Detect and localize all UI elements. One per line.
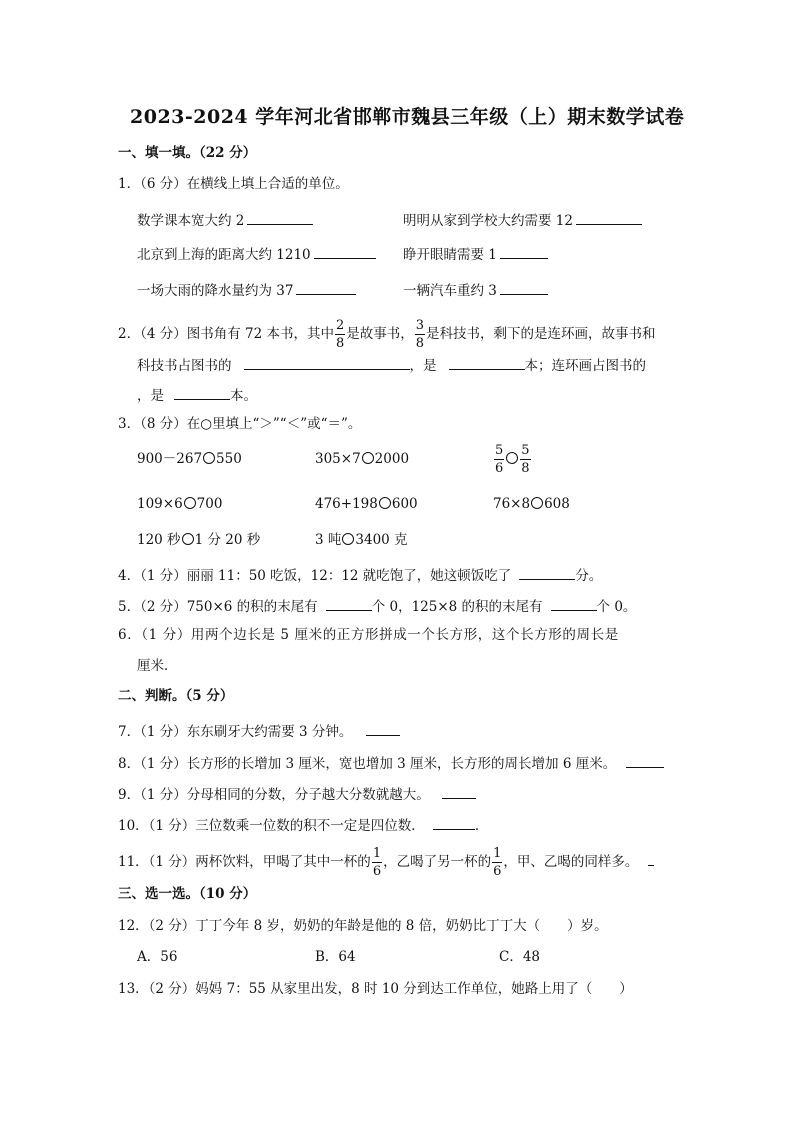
answer-blank[interactable] (648, 853, 654, 866)
question-10: 10．（1 分）三位数乘一位数的积不一定是四位数． ． (118, 818, 489, 834)
compare-circle[interactable] (379, 497, 391, 509)
answer-blank[interactable] (576, 212, 642, 225)
question-2-line-1: 2．（4 分）图书角有 72 本书，其中 $\frac{2}{8}$ 是故事书， $\frac{3}{8}$ 是科技书，剩下的是连环画，故事书和 (118, 318, 656, 351)
option-a[interactable]: A．56 (137, 949, 178, 965)
compare-item: 76×8 608 (493, 496, 570, 512)
answer-blank[interactable] (442, 786, 476, 799)
option-c[interactable]: C．48 (499, 949, 541, 965)
question-6-line-1: 6．（1 分）用两个边长是 5 厘米的正方形拼成一个长方形，这个长方形的周长是 (118, 627, 619, 643)
question-4: 4．（1 分）丽丽 11：50 吃饭，12：12 就吃饱了，她这顿饭吃了 分。 (118, 568, 603, 584)
compare-item: 3 吨 3400 克 (315, 532, 408, 548)
question-1-item-c: 北京到上海的距离大约 1210 (137, 246, 376, 263)
compare-circle[interactable] (531, 497, 543, 509)
fraction: $\frac{3}{8}$ (415, 318, 425, 351)
answer-blank[interactable] (500, 246, 548, 259)
question-1-item-e: 一场大雨的降水量约为 37 (137, 282, 356, 299)
compare-circle[interactable] (203, 452, 215, 464)
answer-blank[interactable] (314, 246, 376, 259)
answer-blank[interactable] (449, 357, 525, 370)
question-9: 9．（1 分）分母相同的分数，分子越大分数就越大。 (118, 786, 476, 803)
answer-blank[interactable] (433, 817, 475, 830)
compare-item: 305×7 2000 (315, 451, 410, 467)
question-1-item-b: 明明从家到学校大约需要 12 (403, 212, 642, 229)
question-1-stem: 1．（6 分）在横线上填上合适的单位。 (118, 176, 349, 192)
fraction: $\frac{1}{6}$ (493, 846, 502, 879)
question-7: 7．（1 分）东东刷牙大约需要 3 分钟。 (118, 723, 400, 740)
question-2-line-2: 科技书占图书的 ，是 本；连环画占图书的 (137, 358, 646, 374)
question-6-line-2: 厘米． (137, 658, 178, 674)
question-13-stem: 13．（2 分）妈妈 7：55 从家里出发，8 时 10 分到达工作单位，她路上用了（ ） (118, 981, 633, 997)
compare-item: 476+198 600 (315, 496, 418, 512)
answer-blank[interactable] (366, 723, 400, 736)
page-title: 2023-2024 学年河北省邯郸市魏县三年级（上）期末数学试卷 (130, 106, 685, 128)
answer-blank[interactable] (326, 598, 372, 611)
compare-circle[interactable] (506, 452, 518, 464)
question-1-item-d: 睁开眼睛需要 1 (403, 246, 548, 263)
fraction: $\frac{5}{8}$ (521, 443, 530, 476)
question-5: 5．（2 分）750×6 的积的末尾有 个 0，125×8 的积的末尾有 个 0。 (118, 599, 637, 615)
compare-item (493, 444, 532, 475)
section-heading-judge: 二、判断。（5 分） (118, 688, 234, 704)
compare-item: 109×6 700 (137, 496, 223, 512)
question-3-stem: 3．（8 分）在○里填上“＞”“＜”或“＝”。 (118, 416, 362, 432)
answer-blank[interactable] (247, 212, 313, 225)
answer-blank[interactable] (519, 567, 575, 580)
fraction: $\frac{5}{6}$ (495, 443, 504, 476)
answer-blank[interactable] (244, 357, 410, 370)
answer-blank[interactable] (626, 755, 664, 768)
question-1-item-a: 数学课本宽大约 2 (137, 212, 313, 229)
section-heading-fill: 一、填一填。（22 分） (118, 145, 257, 161)
fraction: $\frac{2}{8}$ (335, 318, 345, 351)
answer-blank[interactable] (296, 282, 356, 295)
question-12-stem: 12．（2 分）丁丁今年 8 岁，奶奶的年龄是他的 8 倍，奶奶比丁丁大（ ）岁。 (118, 918, 608, 934)
question-11: 11．（1 分）两杯饮料，甲喝了其中一杯的 $\frac{1}{6}$ ，乙喝了另一杯的 $\frac{1}{6}$ ，甲、乙喝的同样多。 (118, 844, 654, 880)
compare-item: 900－267 550 (137, 451, 242, 467)
section-heading-choose: 三、选一选。（10 分） (118, 886, 257, 902)
option-b[interactable]: B．64 (315, 949, 356, 965)
compare-circle[interactable] (362, 452, 374, 464)
answer-blank[interactable] (500, 282, 548, 295)
compare-item: 120 秒 1 分 20 秒 (137, 532, 261, 548)
fraction: $\frac{1}{6}$ (372, 846, 382, 879)
compare-circle[interactable] (184, 497, 196, 509)
question-2-line-3: ，是 本。 (137, 388, 257, 404)
answer-blank[interactable] (551, 598, 597, 611)
compare-circle[interactable] (182, 533, 194, 545)
compare-circle[interactable] (342, 533, 354, 545)
question-1-item-f: 一辆汽车重约 3 (403, 282, 548, 299)
answer-blank[interactable] (174, 387, 230, 400)
question-8: 8．（1 分）长方形的长增加 3 厘米，宽也增加 3 厘米，长方形的周长增加 6 厘米。 (118, 755, 664, 772)
